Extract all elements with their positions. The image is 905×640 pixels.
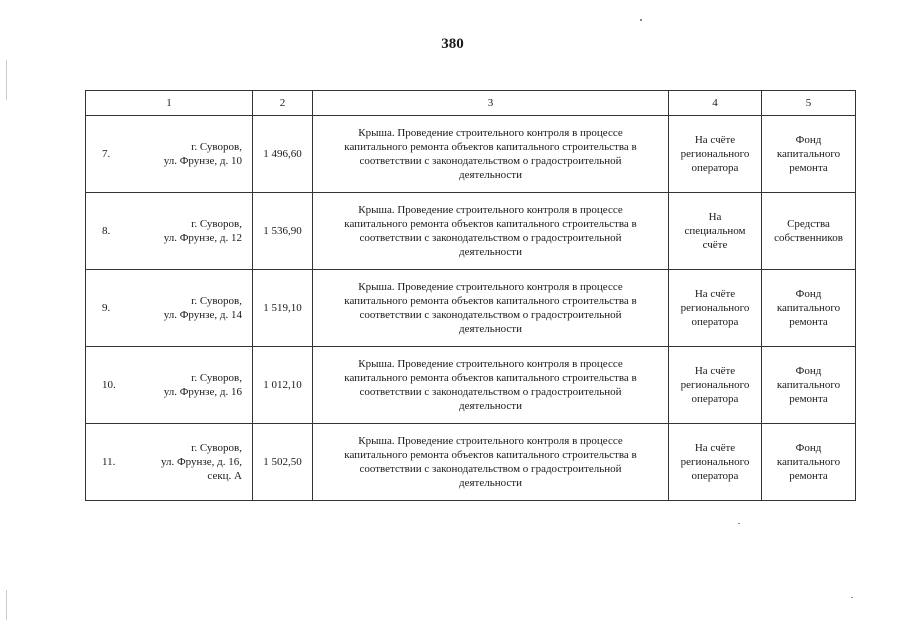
work-line: деятельности [459, 400, 522, 412]
fund-line: ремонта [789, 470, 828, 482]
fund-line: Фонд [795, 442, 822, 454]
work-line: капитального ремонта объектов капитального строительства в [344, 295, 637, 307]
table-row [86, 424, 856, 501]
number-address-wrap [102, 140, 248, 168]
work-line: капитального ремонта объектов капитального строительства в [344, 372, 637, 384]
account-type [669, 116, 762, 193]
work-line: деятельности [459, 323, 522, 335]
work-line: деятельности [459, 477, 522, 489]
account-type [669, 424, 762, 501]
scan-mark [851, 597, 853, 598]
row-number [86, 193, 253, 270]
work-line: капитального ремонта объектов капитального строительства в [344, 141, 637, 153]
funding-source [762, 347, 856, 424]
row-number-label: 10. [102, 379, 116, 391]
row-number [86, 116, 253, 193]
work-line: соответствии с законодательством о градостроительной [359, 309, 622, 321]
work-line: деятельности [459, 246, 522, 258]
address [132, 371, 248, 399]
number-address-wrap [102, 294, 248, 322]
acc-line: оператора [691, 316, 739, 328]
account-type [669, 270, 762, 347]
area-value: 1 502,50 [253, 424, 313, 501]
address [132, 294, 248, 322]
fund-line: ремонта [789, 393, 828, 405]
table-row [86, 116, 856, 193]
scan-mark [738, 523, 740, 524]
acc-line: На счёте [694, 365, 736, 377]
work-description [313, 270, 669, 347]
address [132, 217, 248, 245]
address-line: ул. Фрунзе, д. 10 [163, 155, 242, 167]
work-line: Крыша. Проведение строительного контроля в процессе [358, 127, 623, 139]
number-address-wrap [102, 441, 248, 483]
fund-line: капитального [776, 302, 841, 314]
acc-line: регионального [680, 302, 750, 314]
funding-source [762, 270, 856, 347]
row-number [86, 424, 253, 501]
address [132, 441, 248, 483]
address-line: ул. Фрунзе, д. 16 [163, 386, 242, 398]
fund-line: Фонд [795, 288, 822, 300]
work-line: капитального ремонта объектов капитального строительства в [344, 449, 637, 461]
address-line: секц. А [207, 470, 242, 482]
address [132, 140, 248, 168]
work-line: соответствии с законодательством о градостроительной [359, 463, 622, 475]
area-value: 1 012,10 [253, 347, 313, 424]
address-line: г. Суворов, [191, 442, 242, 454]
address-line: г. Суворов, [191, 295, 242, 307]
header-cell-4: 4 [669, 91, 762, 116]
account-type [669, 347, 762, 424]
row-number [86, 347, 253, 424]
work-line: соответствии с законодательством о градостроительной [359, 386, 622, 398]
repair-table [85, 90, 856, 501]
acc-line: оператора [691, 162, 739, 174]
work-description [313, 193, 669, 270]
acc-line: На счёте [694, 134, 736, 146]
row-number [86, 270, 253, 347]
table-body [86, 116, 856, 501]
fund-line: капитального [776, 379, 841, 391]
account-type [669, 193, 762, 270]
row-number-label: 9. [102, 302, 111, 314]
address-line: ул. Фрунзе, д. 16, [160, 456, 242, 468]
work-line: соответствии с законодательством о градостроительной [359, 155, 622, 167]
fund-line: ремонта [789, 162, 828, 174]
acc-line: На счёте [694, 288, 736, 300]
work-line: соответствии с законодательством о градостроительной [359, 232, 622, 244]
work-description [313, 347, 669, 424]
table-row [86, 193, 856, 270]
acc-line: оператора [691, 470, 739, 482]
header-row [86, 91, 856, 116]
fund-line: Фонд [795, 365, 822, 377]
area-value: 1 536,90 [253, 193, 313, 270]
funding-source [762, 424, 856, 501]
fund-line: ремонта [789, 316, 828, 328]
fund-line: Средства [787, 218, 830, 230]
funding-source [762, 193, 856, 270]
work-line: Крыша. Проведение строительного контроля в процессе [358, 358, 623, 370]
work-line: Крыша. Проведение строительного контроля в процессе [358, 281, 623, 293]
acc-line: счёте [702, 239, 728, 251]
number-address-wrap [102, 217, 248, 245]
page-number: 380 [441, 36, 464, 52]
row-number-label: 8. [102, 225, 111, 237]
scan-mark [6, 590, 7, 620]
header-cell-1: 1 [86, 91, 253, 116]
header-cell-5: 5 [762, 91, 856, 116]
fund-line: капитального [776, 148, 841, 160]
fund-line: Фонд [795, 134, 822, 146]
acc-line: регионального [680, 379, 750, 391]
address-line: г. Суворов, [191, 372, 242, 384]
fund-line: капитального [776, 456, 841, 468]
acc-line: На [708, 211, 722, 223]
address-line: г. Суворов, [191, 141, 242, 153]
row-number-label: 7. [102, 148, 111, 160]
area-value: 1 496,60 [253, 116, 313, 193]
table-row [86, 270, 856, 347]
work-line: Крыша. Проведение строительного контроля в процессе [358, 435, 623, 447]
header-cell-3: 3 [313, 91, 669, 116]
address-line: ул. Фрунзе, д. 14 [163, 309, 242, 321]
table-row [86, 347, 856, 424]
work-description [313, 116, 669, 193]
acc-line: специальном [684, 225, 746, 237]
work-description [313, 424, 669, 501]
number-address-wrap [102, 371, 248, 399]
acc-line: регионального [680, 148, 750, 160]
header-cell-2: 2 [253, 91, 313, 116]
address-line: ул. Фрунзе, д. 12 [163, 232, 242, 244]
scan-mark [640, 19, 642, 21]
work-line: капитального ремонта объектов капитального строительства в [344, 218, 637, 230]
acc-line: регионального [680, 456, 750, 468]
funding-source [762, 116, 856, 193]
scan-mark [6, 60, 7, 100]
work-line: Крыша. Проведение строительного контроля в процессе [358, 204, 623, 216]
acc-line: На счёте [694, 442, 736, 454]
acc-line: оператора [691, 393, 739, 405]
area-value: 1 519,10 [253, 270, 313, 347]
fund-line: собственников [774, 232, 843, 244]
work-line: деятельности [459, 169, 522, 181]
row-number-label: 11. [102, 456, 116, 468]
address-line: г. Суворов, [191, 218, 242, 230]
